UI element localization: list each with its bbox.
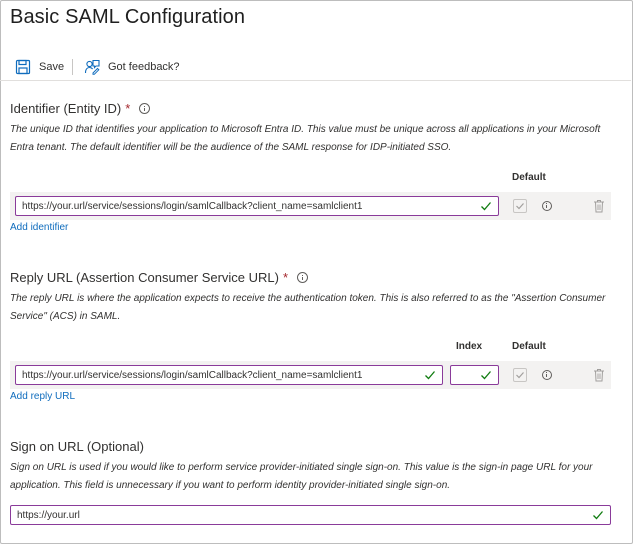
- reply-default-checkbox[interactable]: [513, 368, 527, 382]
- reply-default-column-header: Default: [512, 341, 546, 352]
- save-icon: [15, 59, 31, 75]
- feedback-button[interactable]: [84, 58, 180, 76]
- reply-url-input-value: https://your.url/service/sessions/login/samlCallback?client_name=samlclient1: [22, 369, 363, 381]
- trash-icon[interactable]: [593, 368, 605, 382]
- reply-url-input[interactable]: [15, 365, 443, 385]
- reply-url-heading: [10, 270, 308, 285]
- sign-on-url-heading: [10, 439, 144, 454]
- feedback-icon: [84, 59, 100, 75]
- add-reply-url-link[interactable]: Add reply URL: [10, 391, 76, 402]
- identifier-description: The unique ID that identifies your application to Microsoft Entra ID. This value must be unique across all applications in your Microsoft Entra tenant. The default identifier will be the audience of the SAML response for IDP-initiated SSO.: [10, 124, 601, 153]
- save-button[interactable]: [15, 58, 64, 76]
- save-label: Save: [39, 61, 65, 73]
- toolbar-divider-line: [0, 80, 631, 81]
- reply-url-heading-label: Reply URL (Assertion Consumer Service URL): [10, 270, 279, 285]
- reply-index-input[interactable]: [450, 365, 499, 385]
- identifier-default-checkbox[interactable]: [513, 199, 527, 213]
- feedback-label: Got feedback?: [108, 61, 180, 73]
- identifier-heading-label: Identifier (Entity ID): [10, 101, 122, 116]
- toolbar-divider: [72, 59, 73, 75]
- required-marker: *: [283, 270, 289, 285]
- sign-on-url-input-value: https://your.url: [17, 509, 80, 521]
- info-icon[interactable]: [542, 370, 552, 380]
- check-icon: [480, 199, 492, 213]
- identifier-input[interactable]: [15, 196, 499, 216]
- reply-url-description: The reply URL is where the application expects to receive the authentication token. This is also referred to as the "Assertion Consumer Service" (ACS) in SAML.: [10, 293, 606, 322]
- required-marker: *: [125, 101, 131, 116]
- add-identifier-link[interactable]: Add identifier: [10, 222, 69, 233]
- trash-icon[interactable]: [593, 199, 605, 213]
- identifier-heading: [10, 101, 150, 116]
- info-icon[interactable]: [542, 201, 552, 211]
- check-icon: [480, 368, 492, 382]
- sign-on-url-heading-label: Sign on URL (Optional): [10, 439, 144, 454]
- info-icon[interactable]: [297, 272, 308, 283]
- reply-index-column-header: Index: [456, 341, 483, 352]
- check-icon: [592, 508, 604, 522]
- page-title: Basic SAML Configuration: [10, 6, 246, 28]
- command-bar: [0, 54, 631, 80]
- sign-on-url-description: Sign on URL is used if you would like to perform service provider-initiated single sign-on. This value is the sign-in page URL for your application. This field is unnecessary if you want to perform identity provider-initiated single sign-on.: [10, 462, 593, 491]
- info-icon[interactable]: [139, 103, 150, 114]
- identifier-input-value: https://your.url/service/sessions/login/samlCallback?client_name=samlclient1: [22, 200, 363, 212]
- check-icon: [424, 368, 436, 382]
- sign-on-url-input[interactable]: [10, 505, 611, 525]
- identifier-default-column-header: Default: [512, 172, 546, 183]
